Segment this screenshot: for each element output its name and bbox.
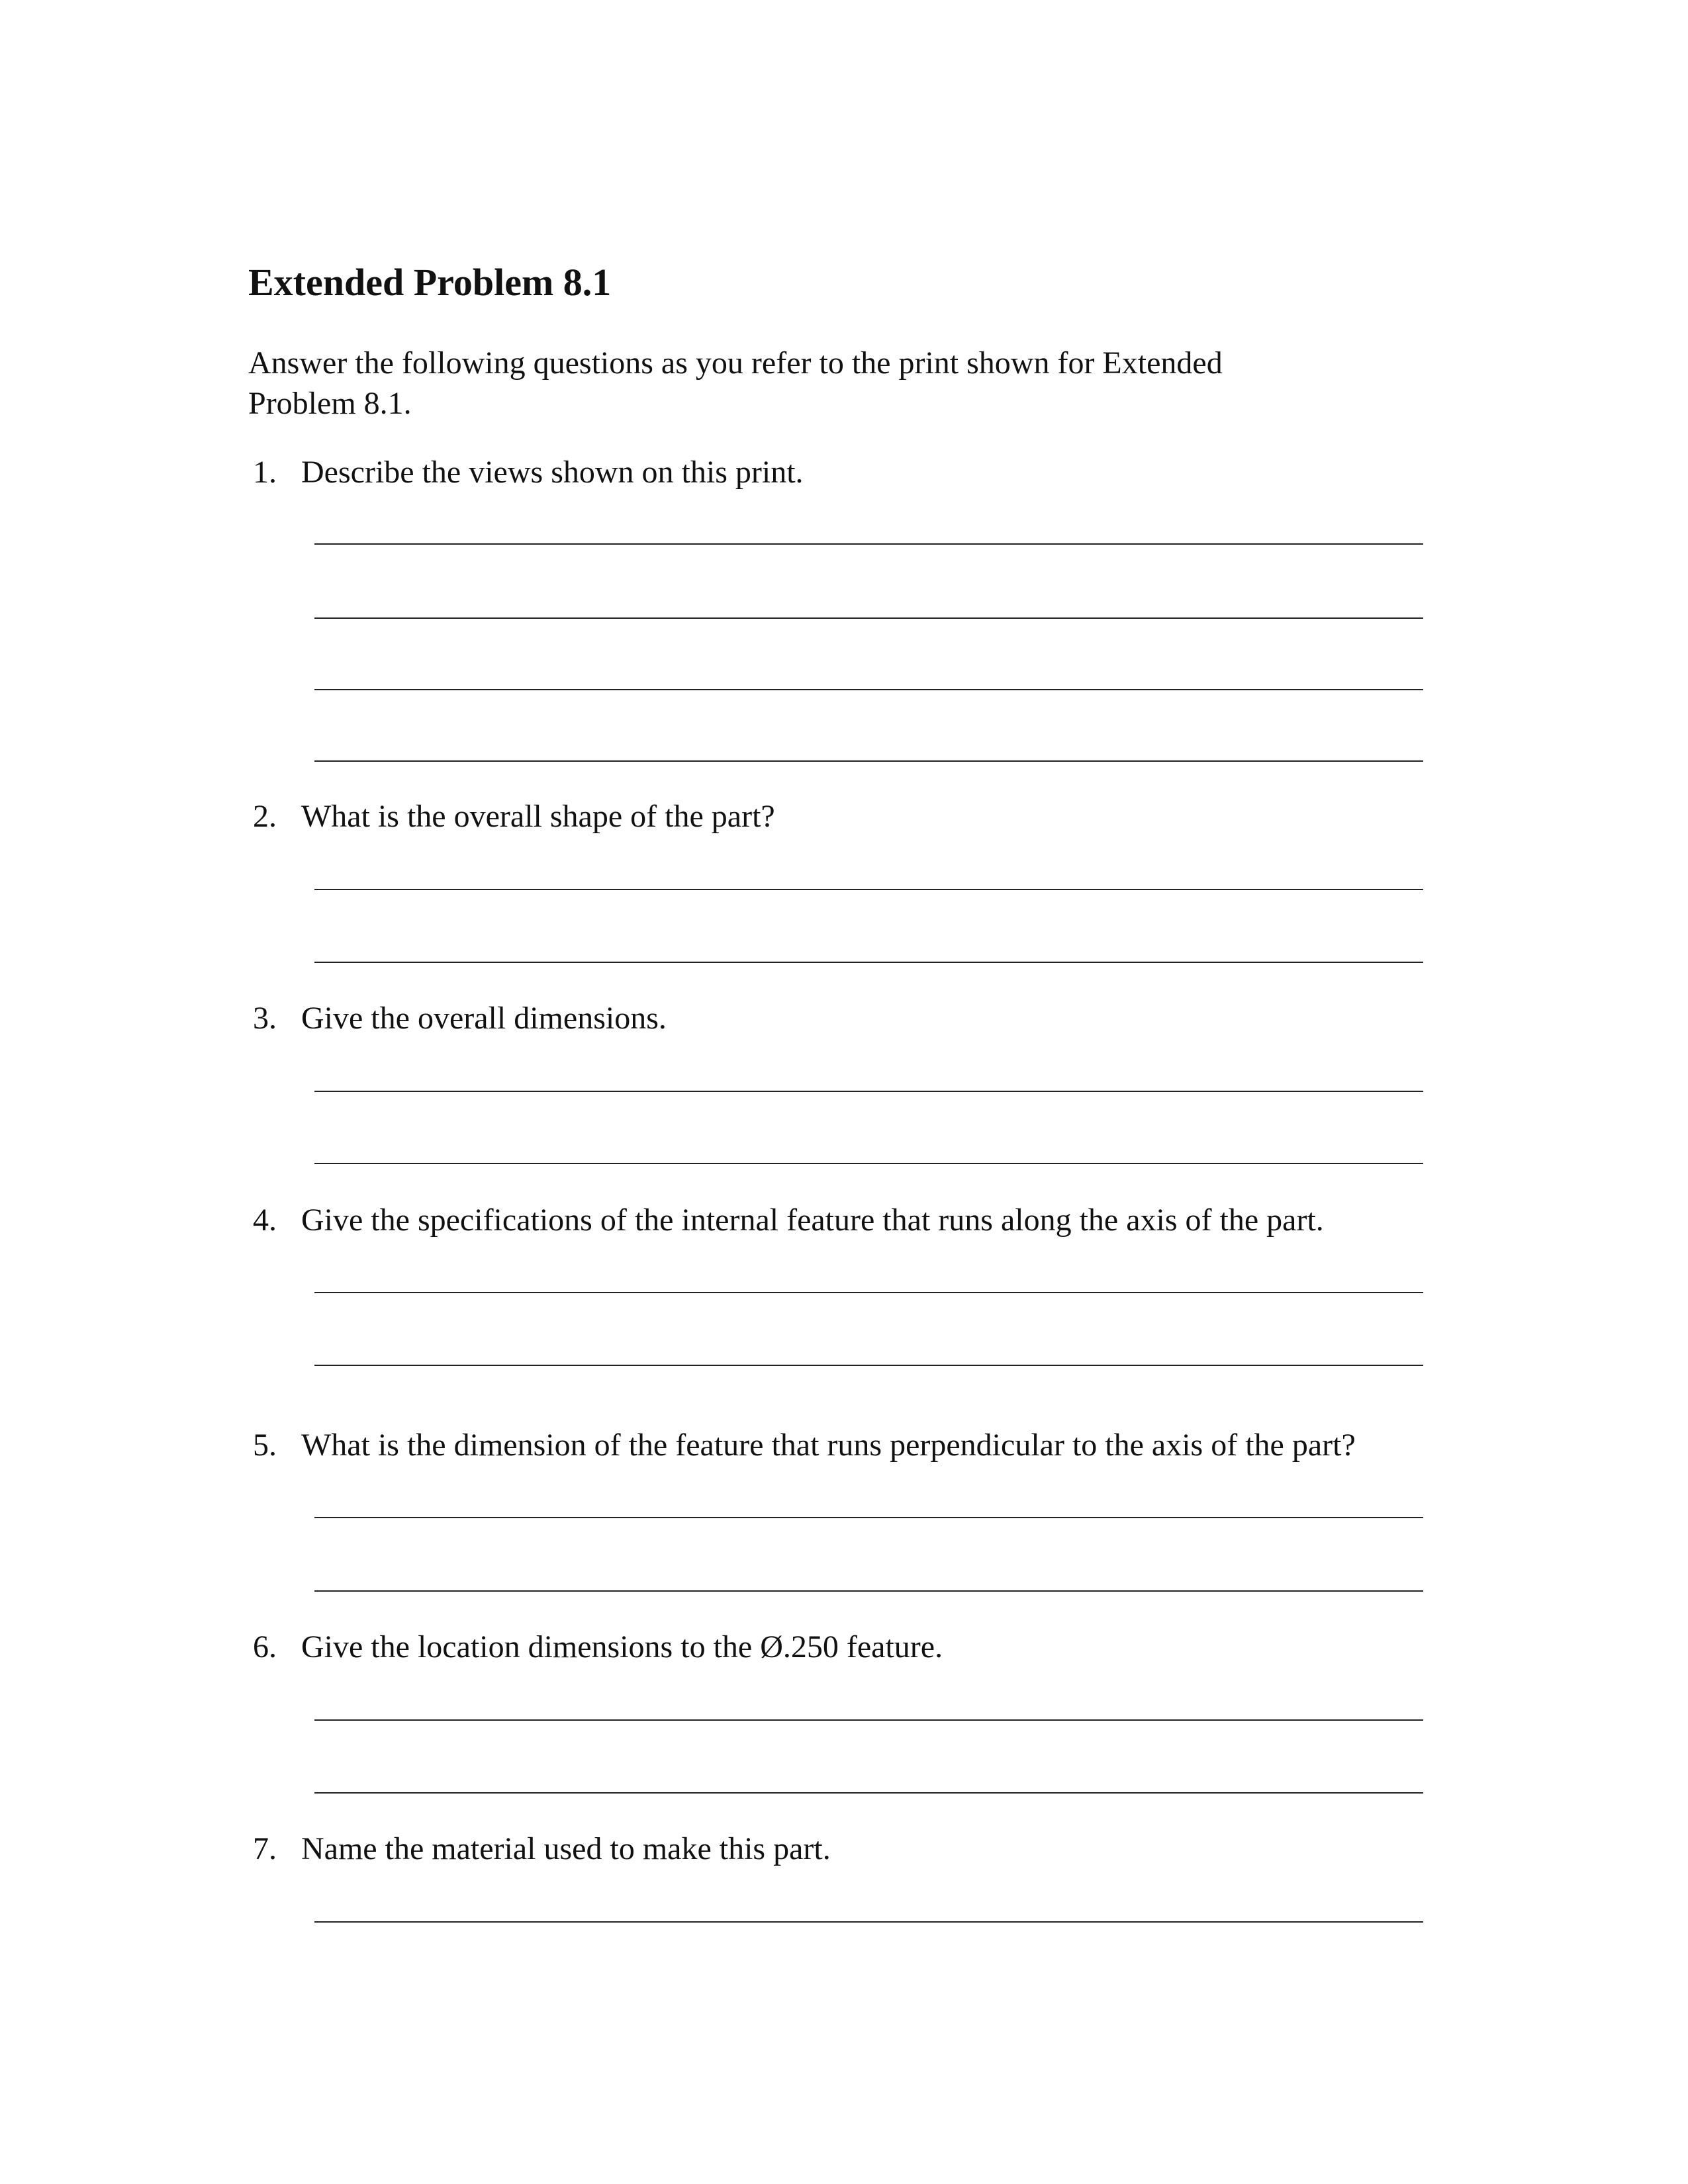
answer-line[interactable]: [314, 962, 1423, 963]
question-number: 1.: [253, 455, 277, 490]
answer-line[interactable]: [314, 543, 1423, 545]
answer-line[interactable]: [314, 1590, 1423, 1592]
question-number: 5.: [253, 1428, 277, 1463]
question-text: Name the material used to make this part.: [301, 1831, 831, 1866]
answer-line[interactable]: [314, 1163, 1423, 1164]
answer-line[interactable]: [314, 1517, 1423, 1518]
answer-line[interactable]: [314, 689, 1423, 690]
question-text: What is the dimension of the feature that runs perpendicular to the axis of the part?: [301, 1428, 1356, 1463]
question-text: Describe the views shown on this print.: [301, 455, 804, 490]
question-number: 3.: [253, 1001, 277, 1036]
answer-line[interactable]: [314, 889, 1423, 890]
intro-paragraph: Answer the following questions as you refer to the print shown for Extended Problem 8.1.: [248, 345, 1223, 421]
question-text: Give the overall dimensions.: [301, 1001, 667, 1036]
question-text: What is the overall shape of the part?: [301, 799, 775, 834]
question-number: 2.: [253, 799, 277, 834]
question-number: 6.: [253, 1629, 277, 1664]
answer-line[interactable]: [314, 1292, 1423, 1293]
question-text: Give the specifications of the internal feature that runs along the axis of the part.: [301, 1203, 1324, 1238]
answer-line[interactable]: [314, 760, 1423, 762]
answer-line[interactable]: [314, 1365, 1423, 1366]
question-text: Give the location dimensions to the Ø.250 feature.: [301, 1629, 943, 1664]
page-title: Extended Problem 8.1: [248, 261, 612, 304]
question-number: 7.: [253, 1831, 277, 1866]
answer-line[interactable]: [314, 1792, 1423, 1794]
answer-line[interactable]: [314, 1719, 1423, 1721]
answer-line[interactable]: [314, 617, 1423, 619]
answer-line[interactable]: [314, 1921, 1423, 1923]
answer-line[interactable]: [314, 1091, 1423, 1092]
question-number: 4.: [253, 1203, 277, 1238]
